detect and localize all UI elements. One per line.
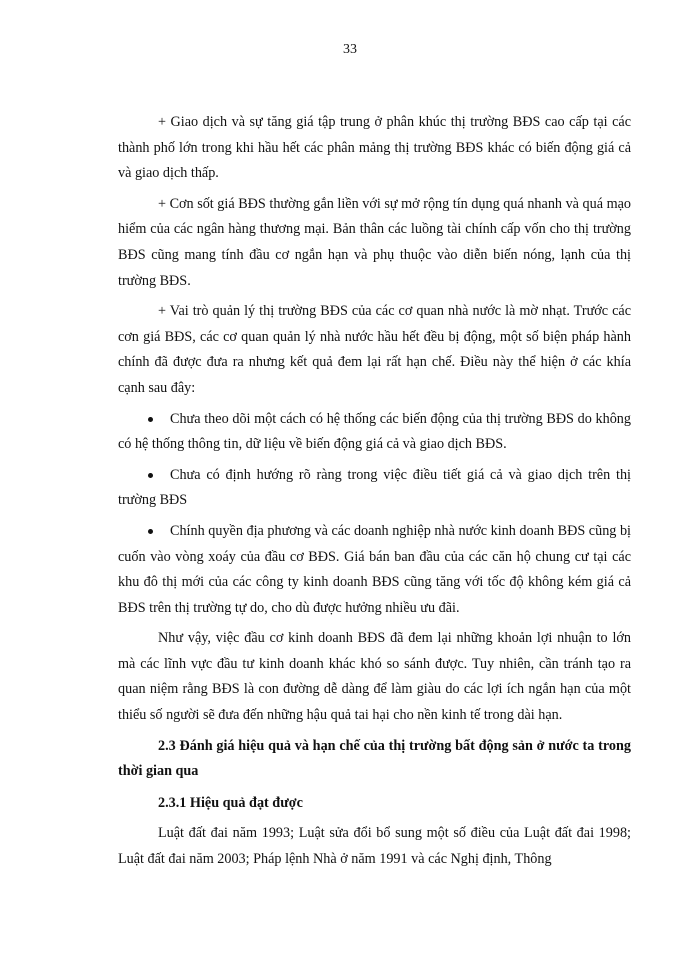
- paragraph-laws: Luật đất đai năm 1993; Luật sửa đổi bổ sung một số điều của Luật đất đai 1998; Luật đất đai năm 2003; Pháp lệnh Nhà ở năm 1991 và các Nghị định, Thông: [118, 825, 631, 868]
- page-number: 33: [343, 42, 357, 57]
- section-heading-2-3: 2.3 Đánh giá hiệu quả và hạn chế của thị trường bất động sản ở nước ta trong thời gian qua: [118, 737, 631, 780]
- bullet-item-monitoring: [118, 407, 631, 458]
- bullet-dot-icon: [148, 529, 153, 534]
- bullet-dot-icon: [148, 473, 153, 478]
- bullet-item-local-government: [118, 519, 631, 621]
- paragraph-summary: Như vậy, việc đầu cơ kinh doanh BĐS đã đem lại những khoản lợi nhuận to lớn mà các lĩnh vực đầu tư kinh doanh khác khó so sánh được. Tuy nhiên, cần tránh tạo ra quan niệm rằng BĐS là con đường dễ dàng để làm giàu do các lợi ích ngắn hạn của một thiểu số người sẽ đưa đến những hậu quả tai hại cho nền kinh tế trong dài hạn.: [118, 630, 631, 724]
- bullet-text: Chưa theo dõi một cách có hệ thống các biến động của thị trường BĐS do không có hệ thống thông tin, dữ liệu về biến động giá cả và giao dịch BĐS.: [118, 410, 631, 453]
- bullet-item-orientation: [118, 463, 631, 514]
- paragraph-credit-expansion: + Cơn sốt giá BĐS thường gắn liền với sự mở rộng tín dụng quá nhanh và quá mạo hiểm của các ngân hàng thương mại. Bản thân các luồng tài chính cấp vốn cho thị trường BĐS cũng mang tính đầu cơ ngắn hạn và phụ thuộc vào diễn biến nóng, lạnh của thị trường BĐS.: [118, 195, 631, 289]
- bullet-text: Chính quyền địa phương và các doanh nghiệp nhà nước kinh doanh BĐS cũng bị cuốn vào vòng xoáy của đầu cơ BĐS. Giá bán ban đầu của các căn hộ chung cư tại các khu đô thị mới của các công ty kinh doanh BĐS cũng tăng với tốc độ không kém giá cả BĐS trên thị trường tự do, cho dù được hưởng nhiều ưu đãi.: [118, 522, 631, 616]
- paragraph-state-management: + Vai trò quản lý thị trường BĐS của các cơ quan nhà nước là mờ nhạt. Trước các cơn giá BĐS, các cơ quan quản lý nhà nước hầu hết đều bị động, một số biện pháp hành chính đã được đưa ra nhưng kết quả đem lại rất hạn chế. Điều này thể hiện ở các khía cạnh sau đây:: [118, 303, 631, 396]
- bullet-dot-icon: [148, 417, 153, 422]
- section-heading-2-3-1: 2.3.1 Hiệu quả đạt được: [158, 794, 303, 811]
- page-content: [118, 110, 631, 878]
- bullet-text: Chưa có định hướng rõ ràng trong việc điều tiết giá cả và giao dịch trên thị trường BĐS: [118, 466, 631, 509]
- paragraph-luxury-segment: + Giao dịch và sự tăng giá tập trung ở phân khúc thị trường BĐS cao cấp tại các thành phố lớn trong khi hầu hết các phân mảng thị trường BĐS khác có biến động giá cả và giao dịch thấp.: [118, 114, 631, 182]
